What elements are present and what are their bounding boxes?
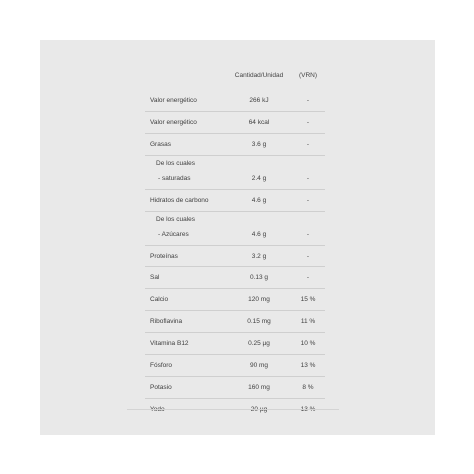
nutrient-quantity: 64 kcal <box>248 118 270 126</box>
nutrient-quantity: 4.6 g <box>251 196 267 204</box>
nutrient-name: Fósforo <box>150 362 173 370</box>
nutrient-quantity: 90 mg <box>249 362 269 370</box>
nutrition-table <box>145 90 325 420</box>
nutrient-vrn: 10 % <box>300 340 316 348</box>
nutrient-name: Hidratos de carbono <box>150 196 209 204</box>
nutrient-vrn: 11 % <box>300 318 316 326</box>
nutrient-name: Riboflavina <box>150 318 183 326</box>
nutrient-vrn: - <box>306 174 310 182</box>
nutrient-name: Proteínas <box>150 252 178 260</box>
nutrient-vrn: 8 % <box>302 383 314 391</box>
nutrient-name: Grasas <box>150 140 171 148</box>
nutrient-quantity: 3.2 g <box>251 252 267 260</box>
table-row <box>145 246 325 268</box>
nutrient-name: - saturadas <box>158 174 191 182</box>
table-row <box>145 134 325 156</box>
nutrient-quantity: 0.25 µg <box>248 340 270 348</box>
nutrient-quantity: 266 kJ <box>249 97 269 104</box>
nutrient-vrn: - <box>306 118 310 126</box>
nutrient-name: Potasio <box>150 383 172 391</box>
table-row <box>145 112 325 134</box>
nutrient-quantity: 120 mg <box>248 296 270 304</box>
nutrient-group-label: De los cuales <box>156 215 196 223</box>
table-row <box>145 156 325 190</box>
nutrient-name: Sal <box>150 274 160 282</box>
nutrient-name: Valor energético <box>150 97 197 104</box>
table-row <box>145 90 325 112</box>
nutrient-name: Valor energético <box>150 118 197 126</box>
nutrient-vrn: - <box>306 252 310 260</box>
table-row <box>145 355 325 377</box>
nutrient-group-label: De los cuales <box>156 159 196 167</box>
nutrient-quantity: 160 mg <box>248 383 270 391</box>
table-bottom-divider <box>127 409 339 410</box>
table-row <box>145 311 325 333</box>
nutrient-vrn: - <box>306 230 310 238</box>
nutrient-quantity: 4.6 g <box>251 230 267 238</box>
header-quantity: Cantidad/Unidad <box>234 72 284 79</box>
nutrient-vrn: - <box>306 196 310 204</box>
nutrient-name: Vitamina B12 <box>150 340 189 348</box>
table-row <box>145 377 325 399</box>
nutrient-vrn: 13 % <box>300 362 316 370</box>
table-row <box>145 289 325 311</box>
nutrient-name: Calcio <box>150 296 169 304</box>
nutrient-quantity: 0.13 g <box>249 274 269 282</box>
nutrient-vrn: 15 % <box>300 296 316 304</box>
nutrient-quantity: 2.4 g <box>251 174 267 182</box>
table-row <box>145 212 325 246</box>
nutrient-quantity: 3.6 g <box>251 140 267 148</box>
table-row <box>145 190 325 212</box>
table-row <box>145 267 325 289</box>
nutrient-vrn: - <box>306 274 310 282</box>
nutrient-vrn: - <box>306 140 310 148</box>
table-row <box>145 333 325 355</box>
nutrient-quantity: 0.15 mg <box>247 318 271 326</box>
nutrient-vrn: - <box>306 97 310 104</box>
nutrient-name: - Azúcares <box>158 230 189 238</box>
header-vrn: (VRN) <box>298 72 318 79</box>
